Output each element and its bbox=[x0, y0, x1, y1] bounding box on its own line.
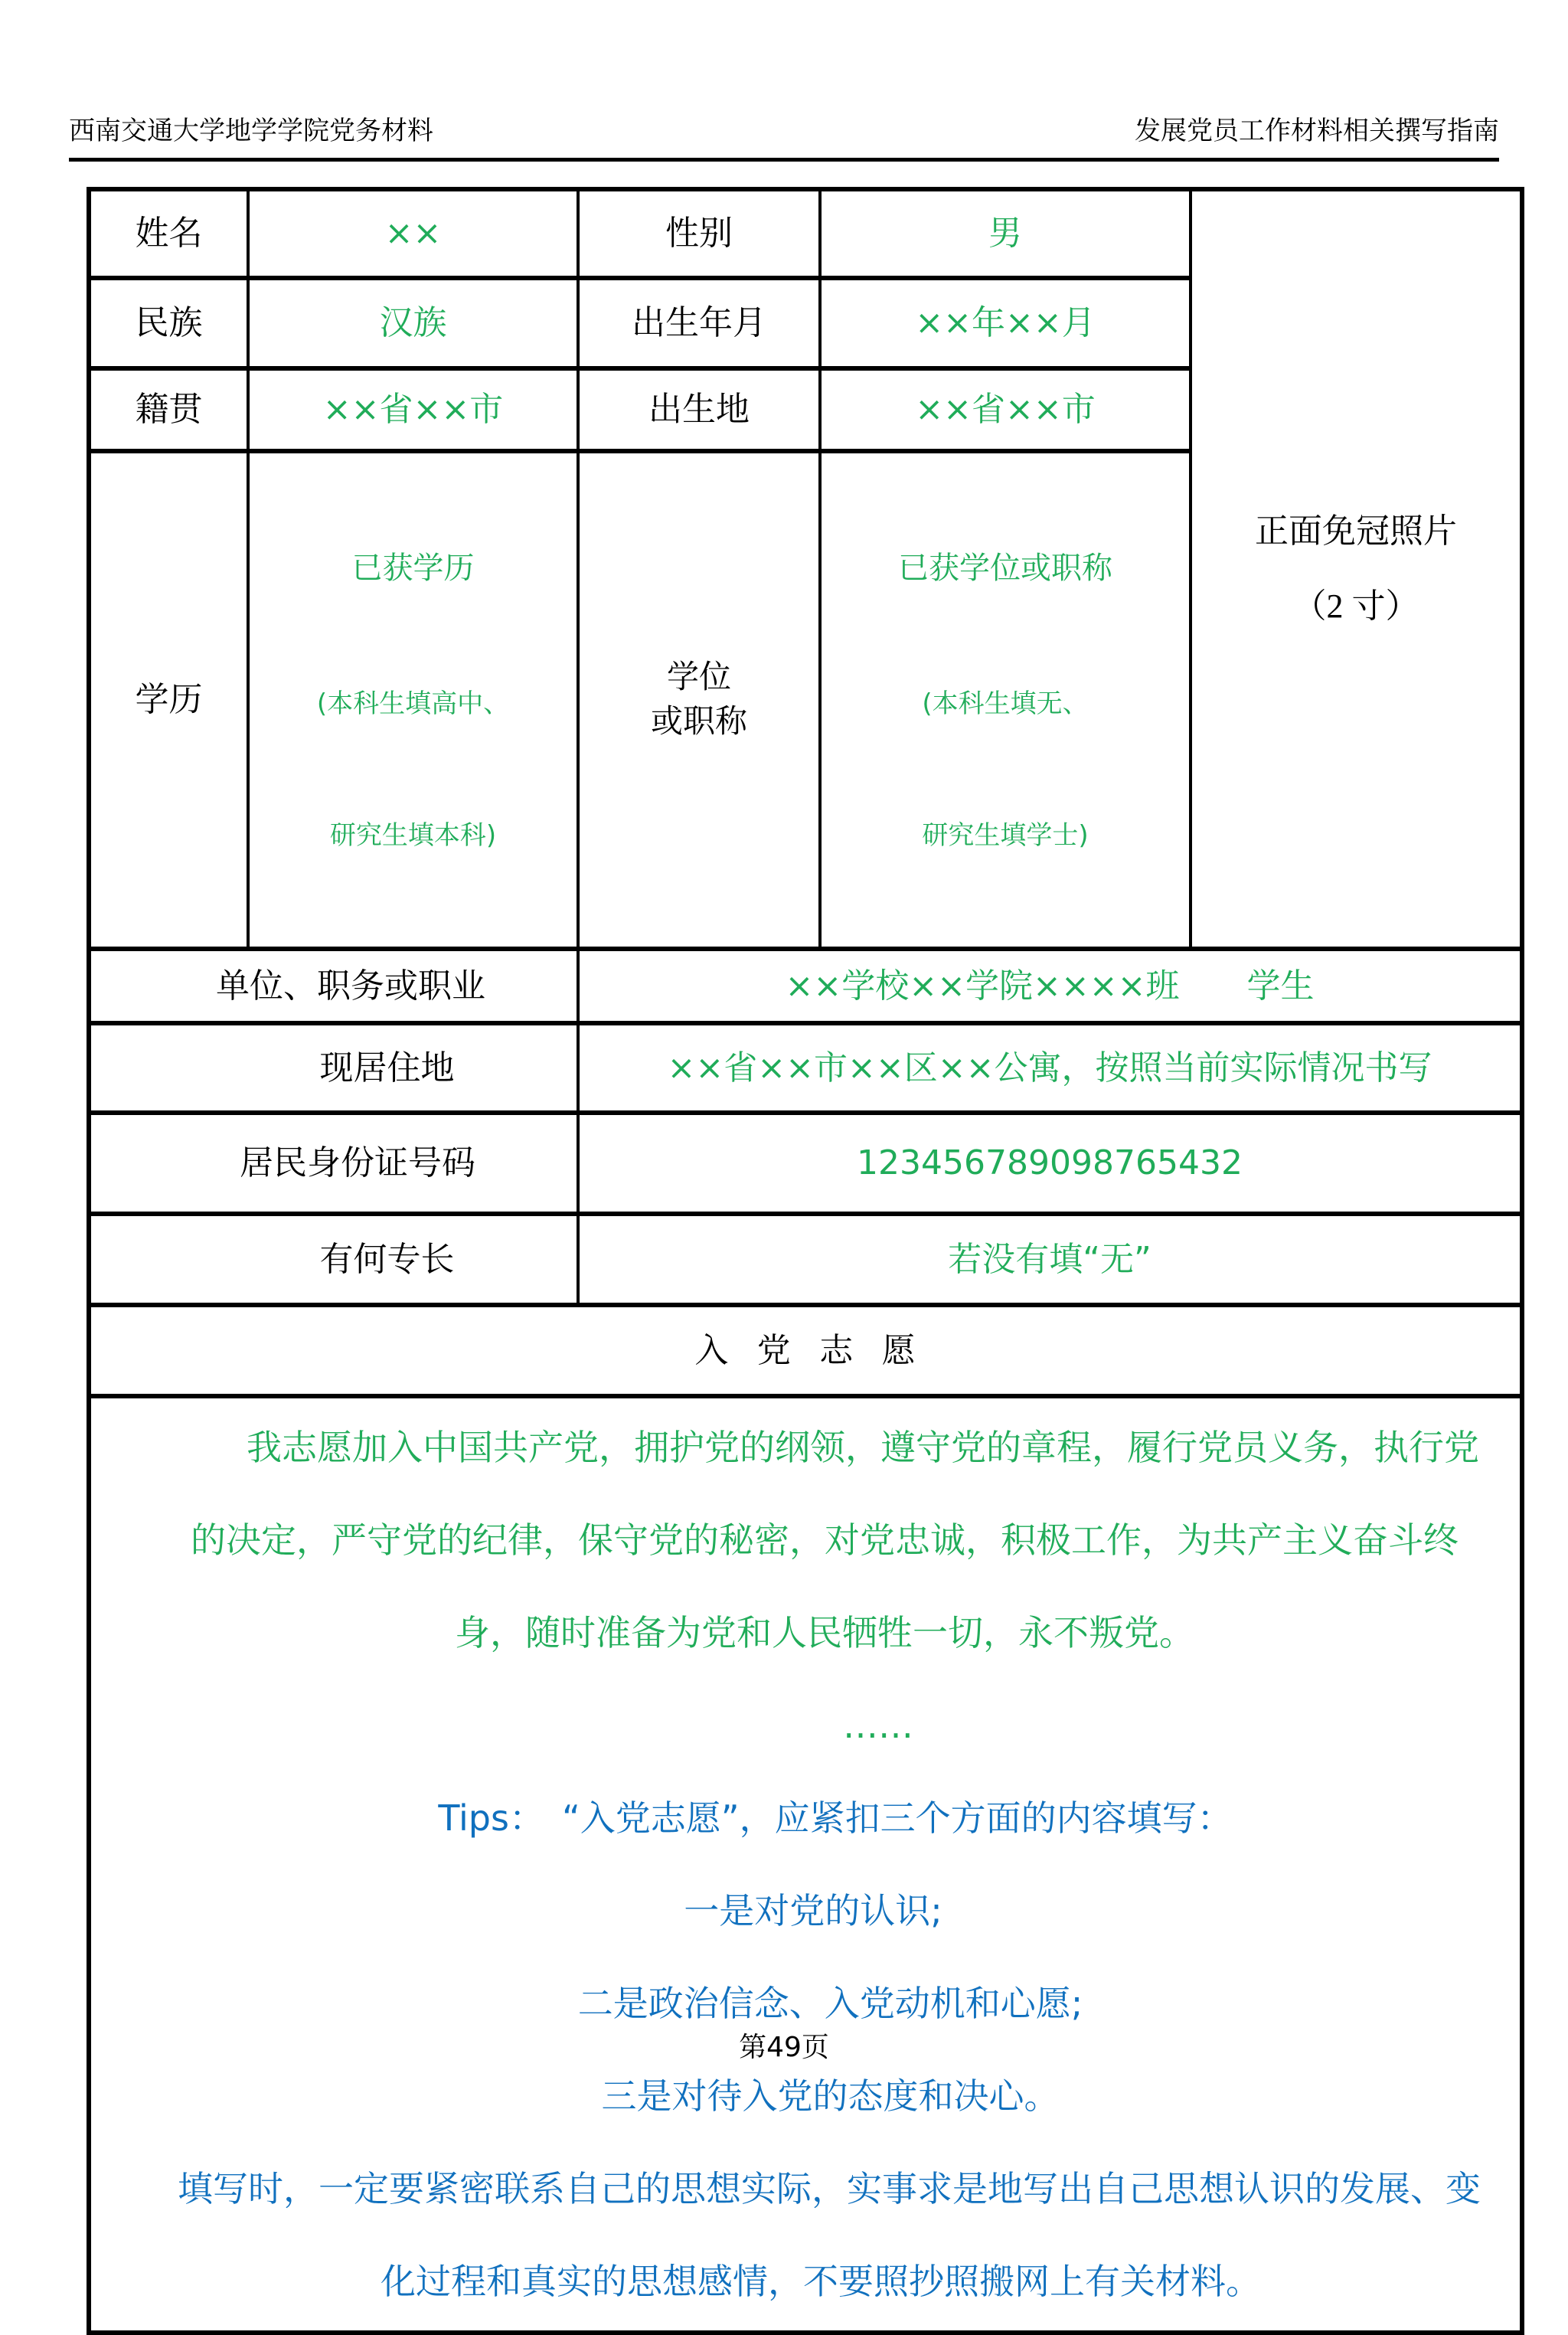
name-value: ×× bbox=[248, 189, 578, 278]
education-value bbox=[248, 451, 578, 949]
education-value-line3: 研究生填本科) bbox=[329, 820, 497, 851]
id-number-value: 123456789098765432 bbox=[578, 1113, 1522, 1214]
birthdate-value: ××年××月 bbox=[820, 278, 1191, 368]
section-title: 入党志愿 bbox=[89, 1305, 1522, 1396]
ethnicity-label: 民族 bbox=[89, 278, 248, 368]
body-line: 我志愿加入中国共产党，拥护党的纲领，遵守党的章程，履行党员义务，执行党 bbox=[247, 1426, 1479, 1468]
header-right-text: 发展党员工作材料相关撰写指南 bbox=[1135, 117, 1499, 146]
degree-label bbox=[578, 451, 820, 949]
education-value-line1: 已获学历 bbox=[351, 551, 475, 586]
body-line-ellipsis: …… bbox=[843, 1704, 913, 1746]
page-header bbox=[69, 115, 1499, 162]
degree-value-line2: (本科生填无、 bbox=[922, 688, 1089, 719]
residence-label: 现居住地 bbox=[89, 1023, 578, 1113]
photo-caption-line2: （2 寸） bbox=[1292, 587, 1419, 625]
photo-caption-line1: 正面免冠照片 bbox=[1255, 512, 1457, 550]
degree-label-line1: 学位 bbox=[666, 660, 731, 695]
ethnicity-value: 汉族 bbox=[248, 278, 578, 368]
tips-note-line2: 化过程和真实的思想感情，不要照抄照搬网上有关材料。 bbox=[381, 2260, 1261, 2302]
education-label: 学历 bbox=[89, 451, 248, 949]
tips-point-2: 二是政治信念、入党动机和心愿; bbox=[577, 1982, 1083, 2024]
tips-point-1: 一是对党的认识; bbox=[684, 1889, 942, 1931]
specialty-value: 若没有填“无” bbox=[578, 1214, 1522, 1305]
body-line: 的决定，严守党的纪律，保守党的秘密，对党忠诚，积极工作，为共产主义奋斗终 bbox=[191, 1519, 1459, 1561]
tips-note-line1: 填写时，一定要紧密联系自己的思想实际，实事求是地写出自己思想认识的发展、变 bbox=[178, 2167, 1481, 2209]
degree-value-line3: 研究生填学士) bbox=[922, 820, 1089, 851]
info-table bbox=[87, 187, 1524, 2335]
unit-value: ××学校××学院××××班 学生 bbox=[578, 949, 1522, 1023]
native-place-label: 籍贯 bbox=[89, 368, 248, 451]
education-value-line2: (本科生填高中、 bbox=[316, 688, 510, 719]
birthplace-value: ××省××市 bbox=[820, 368, 1191, 451]
residence-value: ××省××市××区××公寓，按照当前实际情况书写 bbox=[578, 1023, 1522, 1113]
tips-line: Tips： “入党志愿”，应紧扣三个方面的内容填写： bbox=[438, 1797, 1233, 1839]
body-line: 身，随时准备为党和人民牺牲一切，永不叛党。 bbox=[455, 1611, 1194, 1653]
specialty-label: 有何专长 bbox=[89, 1214, 578, 1305]
unit-label: 单位、职务或职业 bbox=[89, 949, 578, 1023]
degree-value bbox=[820, 451, 1191, 949]
photo-placeholder-cell bbox=[1191, 189, 1522, 949]
gender-label: 性别 bbox=[578, 189, 820, 278]
id-number-label: 居民身份证号码 bbox=[89, 1113, 578, 1214]
native-place-value: ××省××市 bbox=[248, 368, 578, 451]
name-label: 姓名 bbox=[89, 189, 248, 278]
tips-point-3: 三是对待入党的态度和决心。 bbox=[601, 2075, 1060, 2117]
application-body-cell bbox=[89, 1396, 1522, 2333]
degree-value-line1: 已获学位或职称 bbox=[898, 551, 1112, 586]
birthdate-label: 出生年月 bbox=[578, 278, 820, 368]
gender-value: 男 bbox=[820, 189, 1191, 278]
degree-label-line2: 或职称 bbox=[650, 705, 747, 740]
header-left-text: 西南交通大学地学学院党务材料 bbox=[69, 117, 433, 146]
birthplace-label: 出生地 bbox=[578, 368, 820, 451]
page-number: 第49页 bbox=[739, 2032, 829, 2063]
